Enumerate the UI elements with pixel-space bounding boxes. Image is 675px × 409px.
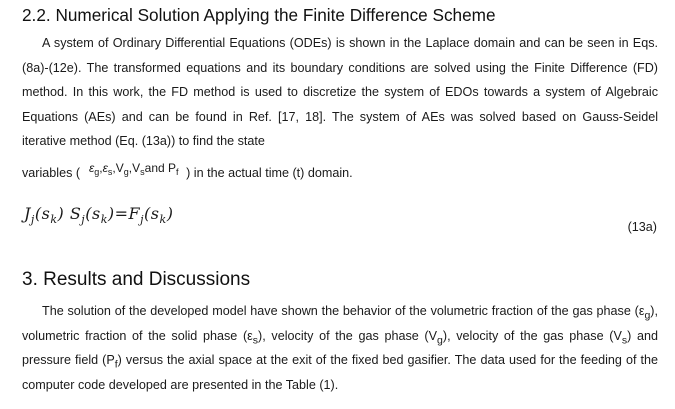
paragraph-numerical-solution: [22, 31, 658, 154]
state-variables-line: [22, 166, 353, 180]
paragraph-results: The solution of the developed model have shown the behavior of the volumetric fraction of the gas phase $(\varepsilon_g)$, volumetric fraction of the solid phase $(\varepsilon_s)$, velocity of the gas phase $(V_g)$, velocity of the gas phase $(V_s)$ and pressure field $(P_f)$ versus the axial space at the exit of the fixed bed gasifier. The data used for the feeding of the computer code developed are presented in the Table (1).: [22, 304, 658, 392]
section-heading-3: 3. Results and Discussions: [22, 269, 251, 290]
equation-13a: $J_j(s_k)$ $S_j(s_k)=F_j(s_k)$: [24, 204, 174, 226]
variables-suffix: ) in the actual time (t) domain.: [186, 166, 353, 180]
equation-number: (13a): [627, 220, 657, 234]
paragraph-text: A system of Ordinary Differential Equations (ODEs) is shown in the Laplace domain and can be seen in Eqs. (8a)-(12e). The transformed equations and its boundary conditions are solved using the Finite Difference (FD) method. In this work, the FD method is used to discretize the system of EDOs towards a system of Algebraic Equations (AEs) and can be found in Ref. [17, 18]. The system of AEs was solved based on Gauss-Seidel iterative method (Eq. (13a)) to find the state: [22, 36, 658, 148]
variables-prefix: variables (: [22, 166, 81, 180]
state-variables-list: $\varepsilon_g,\varepsilon_s,V_g,V_sand$ $P_f$: [89, 161, 179, 177]
section-heading-2-2: 2.2. Numerical Solution Applying the Finite Difference Scheme: [22, 5, 496, 25]
